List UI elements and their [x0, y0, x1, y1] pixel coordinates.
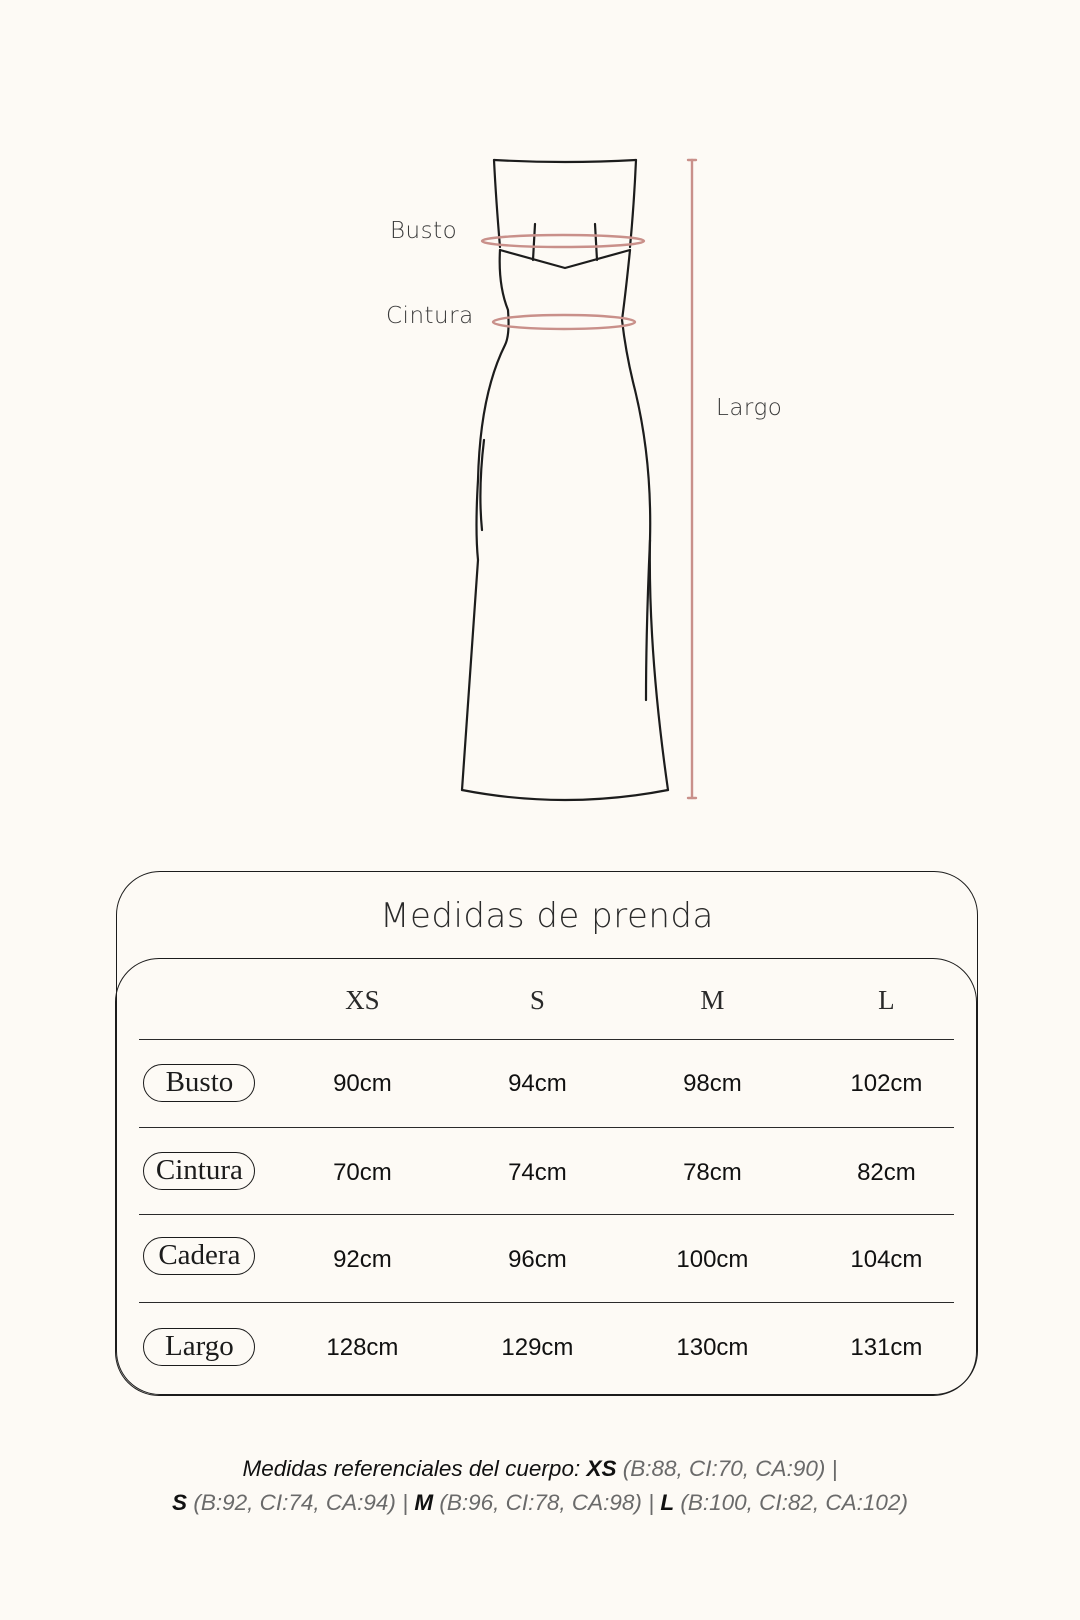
table-cell: 98cm — [683, 1070, 742, 1097]
dress-neckline — [494, 160, 636, 162]
dress-dart-left — [533, 224, 535, 260]
size-header-m: M — [700, 985, 725, 1015]
row-label-cadera: Cadera — [143, 1237, 255, 1275]
dress-hem — [462, 790, 668, 800]
note-size-l: L — [660, 1490, 675, 1515]
dress-left-fold — [480, 440, 484, 530]
note-detail-l: (B:100, CI:82, CA:102) — [680, 1490, 908, 1515]
waist-measure-band — [493, 315, 635, 329]
table-cell: 128cm — [326, 1334, 399, 1361]
note-detail-m: (B:96, CI:78, CA:98) — [439, 1490, 642, 1515]
table-cell: 104cm — [850, 1246, 923, 1273]
size-table — [115, 958, 977, 1396]
row-label-busto: Busto — [143, 1064, 255, 1102]
note-size-xs: XS — [586, 1456, 617, 1481]
note-separator: | — [831, 1456, 838, 1481]
table-divider — [139, 1127, 954, 1128]
size-header-l: L — [878, 985, 895, 1015]
note-size-m: M — [414, 1490, 434, 1515]
note-intro: Medidas referenciales del cuerpo: — [242, 1456, 581, 1481]
table-cell: 90cm — [333, 1070, 392, 1097]
table-title: Medidas de prenda — [380, 896, 714, 936]
row-label-cintura: Cintura — [143, 1152, 255, 1190]
note-separator: | — [402, 1490, 409, 1515]
table-divider — [139, 1214, 954, 1215]
row-label-largo: Largo — [143, 1328, 255, 1366]
bust-measure-band — [482, 235, 644, 247]
note-separator: | — [648, 1490, 655, 1515]
busto-figure-label: Busto — [390, 218, 458, 244]
table-cell: 92cm — [333, 1246, 392, 1273]
table-divider — [139, 1302, 954, 1303]
table-cell: 102cm — [850, 1070, 923, 1097]
table-divider — [139, 1039, 954, 1040]
table-cell: 78cm — [683, 1159, 742, 1186]
dress-bust-seam — [500, 250, 630, 268]
dress-right-bodice — [630, 160, 636, 247]
note-detail-xs: (B:88, CI:70, CA:90) — [622, 1456, 826, 1481]
table-cell: 96cm — [508, 1246, 567, 1273]
table-cell: 82cm — [857, 1159, 916, 1186]
table-cell: 74cm — [508, 1159, 567, 1186]
table-cell: 129cm — [501, 1334, 574, 1361]
table-cell: 94cm — [508, 1070, 567, 1097]
dress-dart-right — [595, 224, 597, 260]
note-size-s: S — [172, 1490, 188, 1515]
table-cell: 100cm — [676, 1246, 749, 1273]
size-header-s: S — [529, 985, 545, 1015]
cintura-figure-label: Cintura — [386, 303, 474, 329]
body-measurements-note — [60, 1452, 1020, 1520]
dress-left-bodice — [494, 160, 500, 247]
dress-left-side — [462, 250, 509, 790]
size-table-card — [116, 871, 978, 1395]
table-cell: 130cm — [676, 1334, 749, 1361]
table-cell: 70cm — [333, 1159, 392, 1186]
table-cell: 131cm — [850, 1334, 923, 1361]
largo-figure-label: Largo — [716, 395, 783, 421]
note-detail-s: (B:92, CI:74, CA:94) — [193, 1490, 396, 1515]
dress-slit — [646, 540, 650, 700]
size-header-xs: XS — [345, 985, 380, 1015]
dress-right-side — [622, 250, 668, 790]
